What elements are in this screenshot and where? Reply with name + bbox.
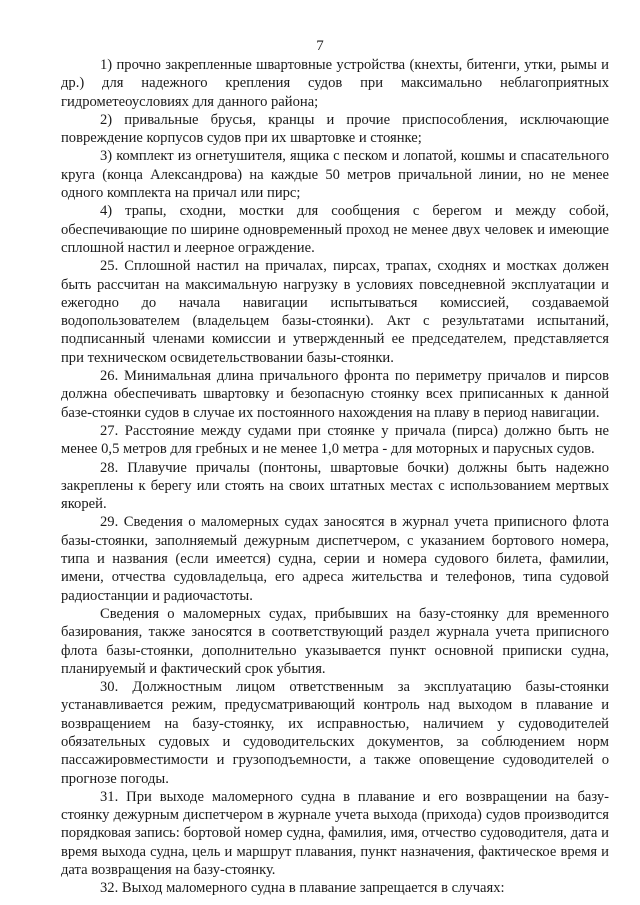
paragraph-item-1: 1) прочно закрепленные швартовные устройства (кнехты, битенги, утки, рымы и др.) для надежного крепления судов при максимально неблагоприятных гидрометеоусловиях для данного района; (61, 57, 609, 110)
paragraph-item-2: 2) привальные брусья, кранцы и прочие приспособления, исключающие повреждение корпусов судов при их швартовке и стоянке; (61, 111, 609, 147)
page-number: 7 (316, 38, 324, 54)
paragraph-27: 27. Расстояние между судами при стоянке у причала (пирса) должно быть не менее 0,5 метров для гребных и не менее 1,0 метра - для моторных и парусных судов. (61, 422, 609, 458)
paragraph-31: 31. При выходе маломерного судна в плавание и его возвращении на базу-стоянку дежурным диспетчером в журнале учета выхода (прихода) судов производится порядковая запись: бортовой номер судна, фамилия, имя, отчество судоводителя, дата и время выхода судна, цель и маршрут плавания, пункт назначения, фактическое время и дата возвращения на базу-стоянку. (61, 788, 609, 879)
paragraph-29: 29. Сведения о маломерных судах заносятся в журнал учета приписного флота базы-стоянки, заполняемый дежурным диспетчером, с указанием бортового номера, типа и названия (если имеется) судна, серии и номера судового билета, фамилии, имени, отчества судовладельца, его адреса жительства и телефонов, типа судовой радиостанции и радиочастоты. (61, 514, 609, 604)
paragraph-26: 26. Минимальная длина причального фронта по периметру причалов и пирсов должна обеспечивать швартовку и безопасную стоянку всех приписанных к данной базе-стоянки судов в случае их постоянного нахождения на плаву в период навигации. (61, 368, 609, 421)
paragraph-item-3: 3) комплект из огнетушителя, ящика с песком и лопатой, кошмы и спасательного круга (конца Александрова) на каждые 50 метров причальной линии, но не менее одного комплекта на причал или пирс; (61, 148, 609, 202)
paragraph-25: 25. Сплошной настил на причалах, пирсах, трапах, сходнях и мостках должен быть рассчитан на максимальную нагрузку в условиях повседневной эксплуатации и ежегодно до начала навигации испытываться комиссией, создаваемой водопользователем (владельцем базы-стоянки). Акт с результатами испытаний, подписанный членами комиссии и утвержденный ее председателем, представляется при техническом освидетельствовании базы-стоянки. (61, 258, 609, 366)
document-body (61, 56, 609, 898)
paragraph-28: 28. Плавучие причалы (понтоны, швартовые бочки) должны быть надежно закреплены к берегу или стоять на своих штатных местах с использованием мертвых якорей. (61, 459, 609, 513)
paragraph-32: 32. Выход маломерного судна в плавание запрещается в случаях: (100, 880, 505, 897)
paragraph-29-continued: Сведения о маломерных судах, прибывших на базу-стоянку для временного базирования, также заносятся в соответствующий раздел журнала учета приписного флота базы-стоянки, дополнительно указывается пункт основной приписки судна, планируемый и фактический срок убытия. (61, 605, 609, 677)
paragraph-item-4: 4) трапы, сходни, мостки для сообщения с берегом и между собой, обеспечивающие по ширине одновременный проход не менее двух человек и имеющие сплошной настил и леерное ограждение. (61, 203, 609, 256)
paragraph-30: 30. Должностным лицом ответственным за эксплуатацию базы-стоянки устанавливается режим, предусматривающий контроль над выходом в плавание и возвращением на базу-стоянку, их исправностью, наличием у судоводителей обязательных судовых и судоводительских документов, за соблюдением норм пассажировместимости и грузоподъемности, а также оповещение судоводителей о прогнозе погоды. (61, 679, 609, 787)
